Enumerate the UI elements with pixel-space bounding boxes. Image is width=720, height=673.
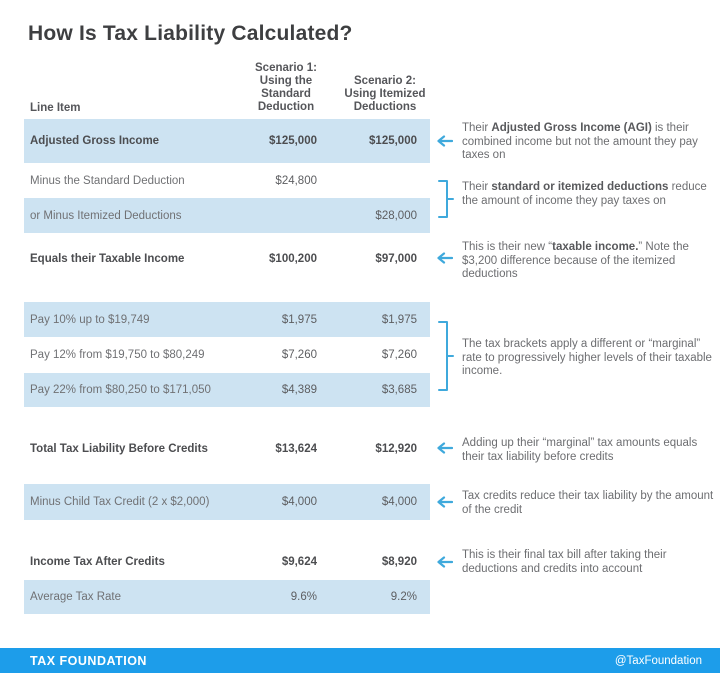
column-header-line: Scenario 1:	[255, 62, 317, 74]
row-value-scenario1: $24,800	[275, 174, 317, 187]
row-label: Pay 22% from $80,250 to $171,050	[30, 384, 211, 396]
row-value-scenario1: $9,624	[281, 555, 317, 568]
annotation-text	[462, 437, 714, 464]
arrow-left-icon	[433, 134, 453, 153]
annotation-text	[462, 241, 714, 282]
row-value-scenario1: $13,624	[275, 442, 317, 455]
column-header-line: Scenario 2:	[354, 75, 416, 87]
row-value-scenario2: $8,920	[381, 555, 417, 568]
row-value-scenario1: $4,000	[281, 496, 317, 508]
annotation-plain-text: is their combined income but not the amount they pay taxes on	[462, 122, 698, 161]
row-value-scenario1: $125,000	[269, 135, 317, 147]
table-row	[24, 484, 430, 520]
row-value-scenario2: $4,000	[381, 496, 417, 508]
annotation-plain-text: ” Note the $3,200 difference because of the itemized deductions	[462, 241, 689, 280]
annotation-plain-text: reduce the amount of income they pay taxes on	[462, 181, 707, 207]
row-label: Pay 10% up to $19,749	[30, 313, 150, 326]
row-value-scenario1: $1,975	[281, 313, 317, 326]
row-label: Equals their Taxable Income	[30, 252, 185, 265]
table-row	[24, 430, 430, 467]
row-label: Adjusted Gross Income	[30, 135, 160, 147]
annotation-plain-text: The tax brackets apply a different or “marginal” rate to progressively higher levels of their taxable income.	[462, 338, 712, 377]
row-label: Income Tax After Credits	[30, 555, 165, 568]
arrow-left-icon	[433, 441, 453, 460]
page-title: How Is Tax Liability Calculated?	[28, 22, 353, 45]
column-header-line: Using Itemized	[344, 88, 426, 100]
table-row	[24, 543, 430, 580]
row-label: Minus the Standard Deduction	[30, 174, 185, 187]
annotation-bold-text: Adjusted Gross Income (AGI)	[491, 122, 652, 134]
arrow-left-icon	[433, 555, 453, 574]
row-value-scenario1: $100,200	[269, 252, 317, 265]
table-row	[24, 373, 430, 407]
arrow-left-icon	[433, 495, 453, 514]
row-value-scenario1: 9.6%	[290, 591, 317, 603]
row-label: Average Tax Rate	[30, 591, 121, 603]
column-header-scenario2	[340, 75, 430, 114]
row-label: or Minus Itemized Deductions	[30, 209, 182, 222]
row-label: Minus Child Tax Credit (2 x $2,000)	[30, 496, 210, 508]
column-header-line: Deductions	[353, 101, 417, 113]
annotation-plain-text: Adding up their “marginal” tax amounts equals their tax liability before credits	[462, 437, 698, 463]
brand-name: TAX FOUNDATION	[30, 653, 147, 668]
table-row	[24, 240, 430, 277]
table-row	[24, 580, 430, 614]
annotation-plain-text: Tax credits reduce their tax liability by the amount of the credit	[462, 490, 714, 516]
row-value-scenario2: 9.2%	[390, 591, 417, 603]
annotation-plain-text: Their	[462, 122, 492, 134]
annotation-text	[462, 549, 714, 576]
column-header-line: Standard	[261, 88, 311, 100]
row-value-scenario2: $12,920	[375, 442, 417, 455]
column-header-line: Using the	[259, 75, 313, 87]
column-header-line-item: Line Item	[30, 102, 81, 114]
row-value-scenario1: $4,389	[281, 384, 317, 396]
table-row	[24, 302, 430, 337]
row-value-scenario1: $7,260	[281, 349, 317, 361]
table-row	[24, 337, 430, 373]
footer-bar	[0, 648, 720, 673]
bracket-icon	[436, 321, 455, 396]
annotation-text	[462, 338, 714, 379]
row-value-scenario2: $28,000	[375, 209, 417, 222]
annotation-plain-text: This is their final tax bill after taking their deductions and credits into account	[462, 549, 667, 575]
column-header-scenario1	[250, 62, 322, 114]
annotation-bold-text: taxable income.	[552, 241, 639, 253]
table-row	[24, 198, 430, 233]
twitter-handle: @TaxFoundation	[614, 654, 702, 667]
row-value-scenario2: $97,000	[375, 252, 417, 265]
annotation-text	[462, 122, 714, 163]
row-value-scenario2: $3,685	[381, 384, 417, 396]
column-header-line: Deduction	[257, 101, 315, 113]
arrow-left-icon	[433, 251, 453, 270]
annotation-bold-text: standard or itemized deductions	[491, 181, 669, 193]
row-value-scenario2: $125,000	[369, 135, 417, 147]
annotation-text	[462, 490, 714, 517]
table-row	[24, 119, 430, 163]
annotation-plain-text: This is their new “	[462, 241, 553, 253]
annotation-plain-text: Their	[462, 181, 492, 193]
table-row	[24, 163, 430, 198]
row-value-scenario2: $7,260	[381, 349, 417, 361]
annotation-text	[462, 181, 714, 208]
row-value-scenario2: $1,975	[381, 313, 417, 326]
row-label: Pay 12% from $19,750 to $80,249	[30, 349, 205, 361]
bracket-icon	[436, 180, 455, 223]
row-label: Total Tax Liability Before Credits	[30, 442, 208, 455]
